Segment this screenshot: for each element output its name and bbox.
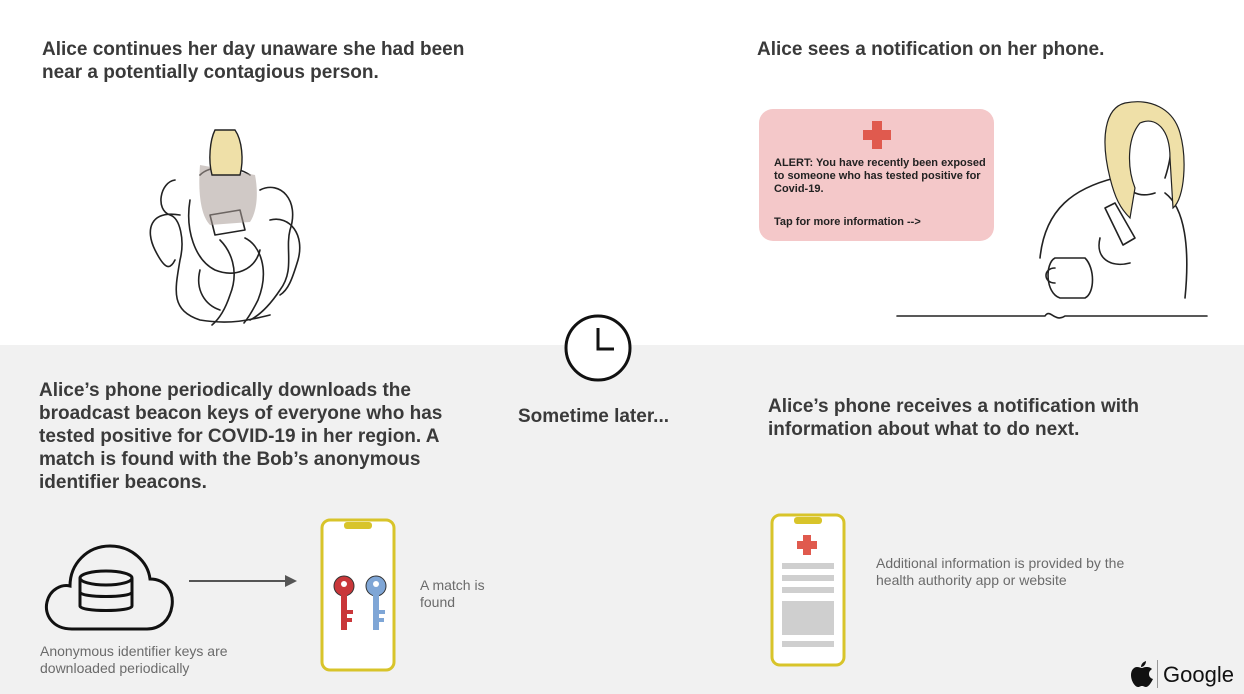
- red-cross-icon: [861, 119, 893, 151]
- cloud-database-icon: [42, 534, 177, 634]
- top-left-heading: Alice continues her day unaware she had been near a potentially contagious person.: [42, 39, 465, 83]
- apple-logo-icon: [1131, 661, 1153, 687]
- bottom-left-heading: Alice’s phone periodically downloads the broadcast beacon keys of everyone who has tested positive for COVID-19 in her region. A match is found with the Bob’s anonymous identifier beacons.: [39, 380, 443, 493]
- health-authority-caption: Additional information is provided by the health authority app or website: [876, 555, 1125, 588]
- alice-reading-illustration: [140, 120, 310, 330]
- match-caption: A match is found: [420, 577, 485, 610]
- phone-icon: [320, 518, 396, 672]
- cloud-caption: Anonymous identifier keys are downloaded periodically: [40, 643, 228, 676]
- arrow-icon: [189, 573, 299, 589]
- alice-phone-illustration: [895, 98, 1215, 323]
- alert-message: ALERT: You have recently been exposed to someone who has tested positive for Covid-19.: [774, 157, 986, 195]
- phone-icon: [770, 513, 846, 667]
- sometime-later-label: Sometime later...: [518, 406, 670, 427]
- top-right-heading: Alice sees a notification on her phone.: [757, 39, 1105, 60]
- clock-icon: [562, 312, 634, 384]
- logo-divider: [1157, 660, 1158, 688]
- bottom-right-heading: Alice’s phone receives a notification with information about what to do next.: [768, 396, 1139, 440]
- alert-tap-link[interactable]: Tap for more information -->: [774, 216, 921, 228]
- google-logo-text: Google: [1163, 662, 1234, 687]
